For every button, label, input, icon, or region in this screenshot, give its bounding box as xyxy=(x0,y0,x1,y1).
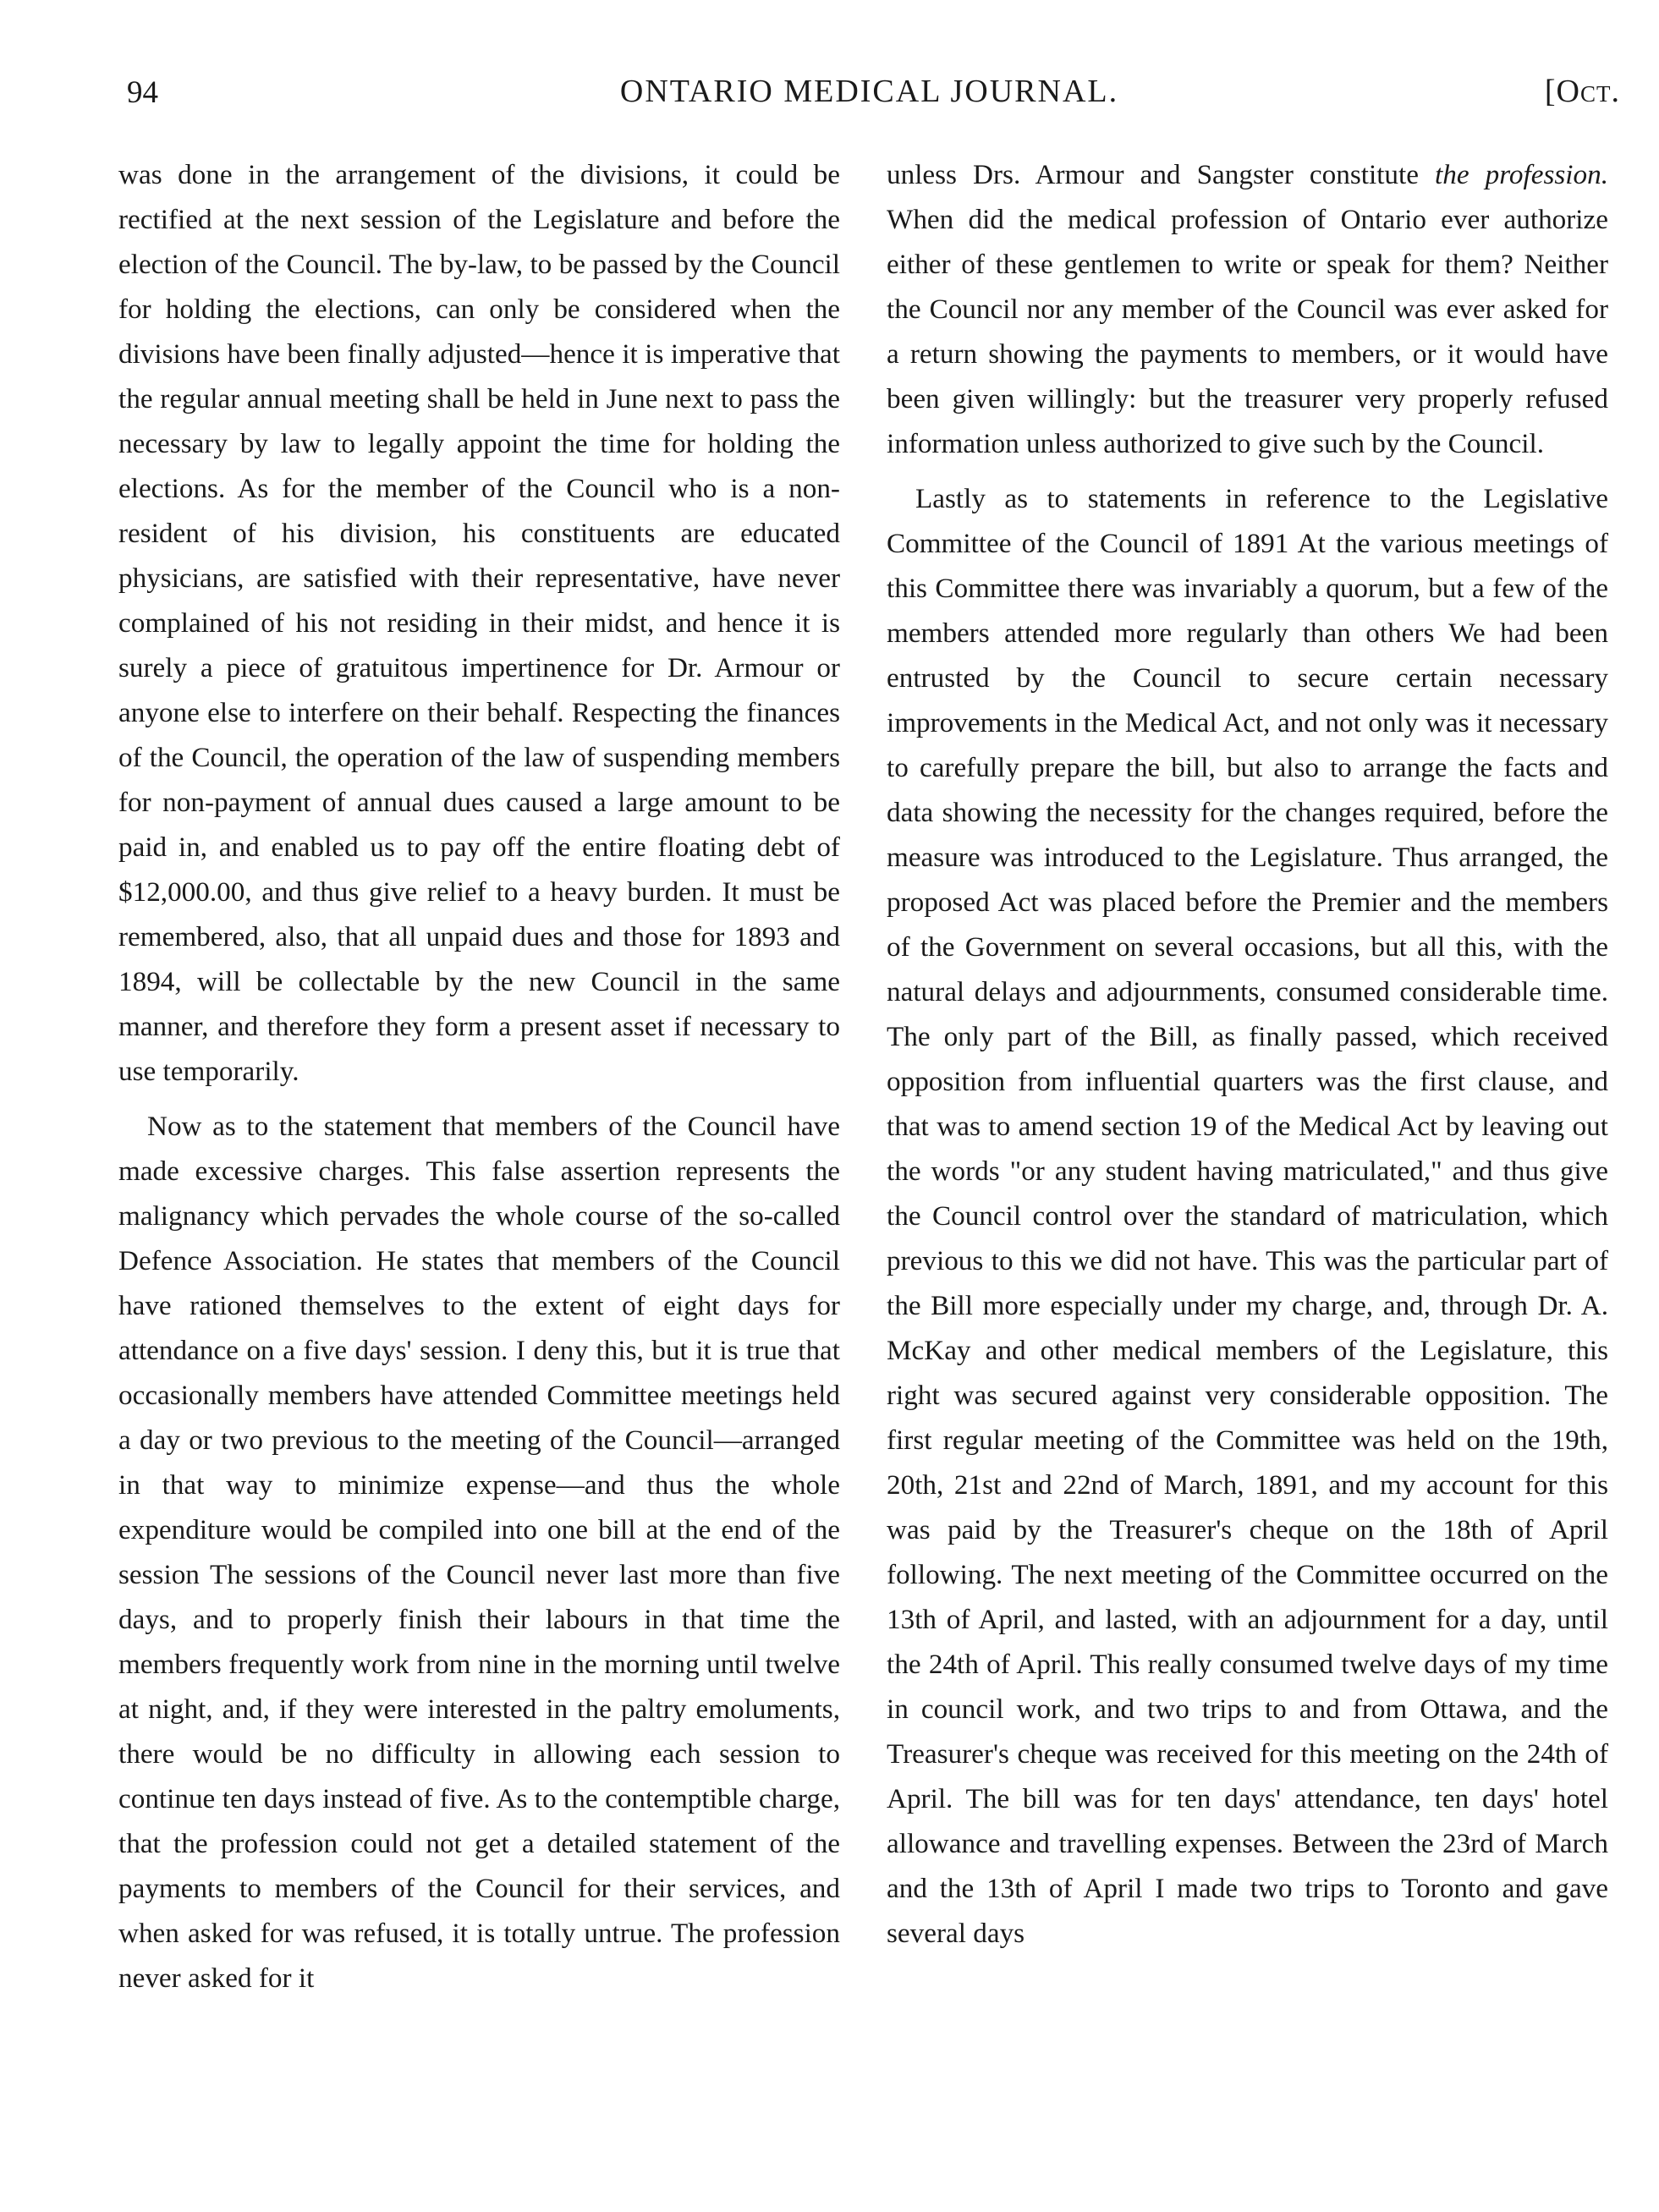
paragraph: Lastly as to statements in reference to the Legislative Committee of the Council of 1891 At the various meetings of this Committee there was invariably a quorum, but a few of the members attended more regularly than others We had been entrusted by the Council to secure certain necessary improvements in the Medical Act, and not only was it necessary to carefully prepare the bill, but also to arrange the facts and data showing the necessity for the changes required, before the measure was introduced to the Legislature. Thus arranged, the proposed Act was placed before the Premier and the members of the Government on several occasions, but all this, with the natural delays and adjournments, consumed considerable time. The only part of the Bill, as finally passed, which received opposition from influential quarters was the first clause, and that was to amend section 19 of the Medical Act by leaving out the words "or any student having matriculated," and thus give the Council control over the standard of matriculation, which previous to this we did not have. This was the particular part of the Bill more especially under my charge, and, through Dr. A. McKay and other medical members of the Legislature, this right was secured against very considerable opposition. The first regular meeting of the Committee was held on the 19th, 20th, 21st and 22nd of March, 1891, and my account for this was paid by the Treasurer's cheque on the 18th of April following. The next meeting of the Committee occurred on the 13th of April, and lasted, with an adjournment for a day, until the 24th of April. This really consumed twelve days of my time in council work, and two trips to and from Ottawa, and the Treasurer's cheque was received for this meeting on the 24th of April. The bill was for ten days' attendance, ten days' hotel allowance and travelling expenses. Between the 23rd of March and the 13th of April I made two trips to Toronto and gave several days xyxy=(887,483,1608,1949)
left-column xyxy=(118,152,840,2001)
text-run: unless Drs. Armour and Sangster constitute xyxy=(887,159,1436,190)
paragraph xyxy=(887,152,1608,466)
right-column xyxy=(887,152,1608,1956)
journal-title: ONTARIO MEDICAL JOURNAL. xyxy=(619,74,1119,109)
issue-month: [Oct. xyxy=(1544,74,1620,109)
text-run: When did the medical profession of Ontario ever authorize either of these gentlemen to write or speak for them? Neither the Council nor any member of the Council was ever asked for a return showing the payments to members, or it would have been given willingly: but the treasurer very properly refused information unless authorized to give such by the Council. xyxy=(887,204,1608,459)
page-number: 94 xyxy=(127,75,158,110)
paragraph: was done in the arrangement of the divisions, it could be rectified at the next session of the Legislature and before the election of the Council. The by-law, to be passed by the Council for holding the elections, can only be considered when the divisions have been finally adjusted—hence it is imperative that the regular annual meeting shall be held in June next to pass the necessary by law to legally appoint the time for holding the elections. As for the member of the Council who is a non-resident of his division, his constituents are educated physicians, are satisfied with their representative, have never complained of his not residing in their midst, and hence it is surely a piece of gratuitous impertinence for Dr. Armour or anyone else to interfere on their behalf. Respecting the finances of the Council, the operation of the law of suspending members for non-payment of annual dues caused a large amount to be paid in, and enabled us to pay off the entire floating debt of $12,000.00, and thus give relief to a heavy burden. It must be remembered, also, that all unpaid dues and those for 1893 and 1894, will be collectable by the new Council in the same manner, and therefore they form a present asset if necessary to use temporarily. xyxy=(118,159,840,1087)
paragraph: Now as to the statement that members of the Council have made excessive charges. This false assertion represents the malignancy which pervades the whole course of the so-called Defence Association. He states that members of the Council have rationed themselves to the extent of eight days for attendance on a five days' session. I deny this, but it is true that occasionally members have attended Committee meetings held a day or two previous to the meeting of the Council—arranged in that way to minimize expense—and thus the whole expenditure would be compiled into one bill at the end of the session The sessions of the Council never last more than five days, and to properly finish their labours in that time the members frequently work from nine in the morning until twelve at night, and, if they were interested in the paltry emoluments, there would be no difficulty in allowing each session to continue ten days instead of five. As to the contemptible charge, that the profession could not get a detailed statement of the payments to members of the Council for their services, and when asked for was refused, it is totally untrue. The profession never asked for it xyxy=(118,1111,840,1994)
italic-text: the profession. xyxy=(1435,159,1608,190)
page-header xyxy=(118,66,1620,125)
